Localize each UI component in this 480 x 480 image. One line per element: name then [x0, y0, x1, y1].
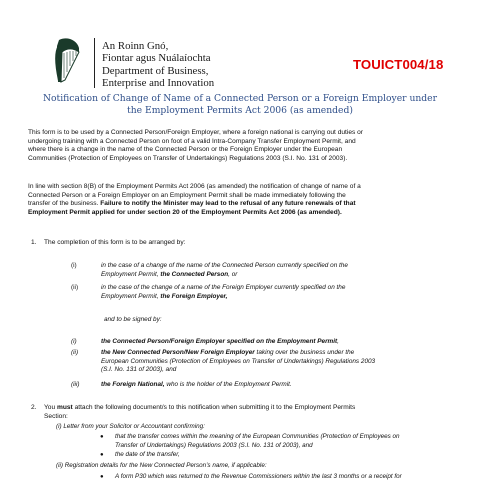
arranged-item-2-bold: the Foreign Employer, [160, 292, 228, 300]
logo-divider [94, 38, 95, 88]
sign-item-2-line-3: (S.I. No. 131 of 2003), and [101, 366, 177, 374]
attachment-sub-i: (i) Letter from your Solicitor or Accountant confirming: [56, 423, 205, 430]
attachment-bullet-2: the date of the transfer, [115, 451, 180, 458]
arranged-item-1-bold: the Connected Person [160, 270, 229, 278]
intro-line-1: This form is to be used by a Connected Person/Foreign Employer, where a foreign national is carrying out duties or [28, 129, 363, 136]
section-2-line-2: Section: [44, 412, 68, 420]
dept-line-english-1: Department of Business, [102, 64, 209, 77]
arranged-item-2-numeral: (ii) [71, 284, 79, 291]
section-1-number: 1. [31, 239, 37, 246]
para2-line3-warning: Failure to notify the Minister may lead to the refusal of any future renewals of that [100, 200, 356, 208]
arranged-item-2 [101, 284, 441, 301]
arranged-item-1-italic: Employment Permit, [101, 270, 161, 278]
arranged-item-2-line-1: in the case of the change of a name of the Foreign Employer currently specified on the [101, 284, 346, 291]
dept-line-irish-2: Fiontar agus Nuálaíochta [102, 52, 211, 65]
section-2-post: attach the following document/s to this notification when submitting it to the Employment Permits [72, 404, 356, 411]
sign-item-3-numeral: (iii) [71, 381, 80, 388]
arranged-item-1-end: , or [228, 270, 238, 278]
section-2-pre: You [44, 404, 57, 411]
header [0, 0, 480, 92]
sign-item-2 [101, 349, 451, 375]
sign-item-3-rest: who is the holder of the Employment Permit. [164, 381, 292, 388]
para2-line-4: Employment Permit applied for under section 20 of the Employment Permits Act 2006 (as amended). [28, 208, 342, 216]
section-2-text [44, 404, 464, 421]
title-line-2: the Employment Permits Act 2006 (as amended) [127, 105, 353, 117]
dept-line-irish-1: An Roinn Gnó, [102, 40, 169, 52]
sign-item-1-bold: the Connected Person/Foreign Employer specified on the Employment Permit [101, 338, 338, 345]
attachment-sub-ii: (ii) Registration details for the New Connected Person’s name, if applicable: [56, 462, 267, 469]
signed-by-label: and to be signed by: [104, 316, 162, 323]
arranged-item-2-italic: Employment Permit, [101, 292, 161, 300]
sign-item-1 [101, 338, 441, 347]
sign-item-2-line-2: European Communities (Protection of Employees on Transfer of Undertakings) Regulations 2003 [101, 357, 376, 365]
dept-line-english-2: Enterprise and Innovation [102, 76, 215, 89]
form-reference: TOUICT004/18 [353, 57, 444, 72]
section-2-must: must [56, 404, 73, 411]
arranged-item-1-line-1: in the case of a change of the name of the Connected Person currently specified on the [101, 262, 348, 269]
section-1-text: The completion of this form is to be arranged by: [44, 239, 186, 246]
sign-item-3-bold: the Foreign National, [101, 381, 165, 388]
intro-line-2: undergoing training with a Connected Person on foot of a valid Intra-Company Transfer Employment Permit, and [28, 137, 356, 145]
bullet-icon: ● [100, 452, 104, 458]
page-title [20, 93, 460, 118]
sign-item-2-line-1 [101, 349, 451, 358]
sign-item-2-numeral: (ii) [71, 349, 79, 356]
para2-line3-normal: transfer of the business. [28, 200, 101, 208]
sign-item-2-rest: taking over the business under the [254, 349, 355, 356]
para2-line-1: In line with section 8(B) of the Employment Permits Act 2006 (as amended) the notification of change of name of a [28, 183, 361, 190]
sign-item-2-bold: the New Connected Person/New Foreign Employer [101, 349, 255, 356]
bullet-1-line-1: that the transfer comes within the meaning of the European Communities (Protection of Employees on [115, 433, 400, 440]
notification-paragraph [28, 183, 456, 217]
section-2-number: 2. [31, 404, 37, 411]
sign-item-3 [101, 381, 441, 390]
intro-line-3: where there is a change in the name of the Connected Person or the Foreign Employer under the European [28, 146, 343, 154]
para2-line-3 [28, 200, 456, 209]
intro-line-4: Communities (Protection of Employees on Transfer of Undertakings) Regulations 2003 (S.I. No. 131 of 2003). [28, 154, 348, 162]
harp-logo [53, 36, 81, 86]
arranged-item-1-numeral: (i) [71, 262, 77, 269]
title-line-1: Notification of Change of Name of a Connected Person or a Foreign Employer under [42, 93, 438, 104]
sign-item-1-rest: , [337, 338, 339, 345]
para2-line-2: Connected Person or a Foreign Employer on an Employment Permit shall be made immediately following the [28, 191, 346, 199]
attachment-bullet-3: A form P30 which was returned to the Revenue Commissioners within the last 3 months or a receipt for [115, 473, 402, 480]
bullet-icon: ● [100, 474, 104, 480]
bullet-1-line-2: Transfer of Undertakings) Regulations 2003 (S.I. No. 131 of 2003), and [115, 441, 313, 449]
sign-item-1-numeral: (i) [71, 338, 77, 345]
department-name [102, 40, 214, 89]
attachment-bullet-1 [115, 433, 445, 450]
bullet-icon: ● [100, 434, 104, 440]
intro-paragraph [28, 129, 456, 163]
arranged-item-1-line-2 [101, 271, 441, 280]
arranged-item-2-line-2 [101, 293, 441, 302]
arranged-item-1 [101, 262, 441, 279]
section-2-line-1 [44, 404, 464, 413]
